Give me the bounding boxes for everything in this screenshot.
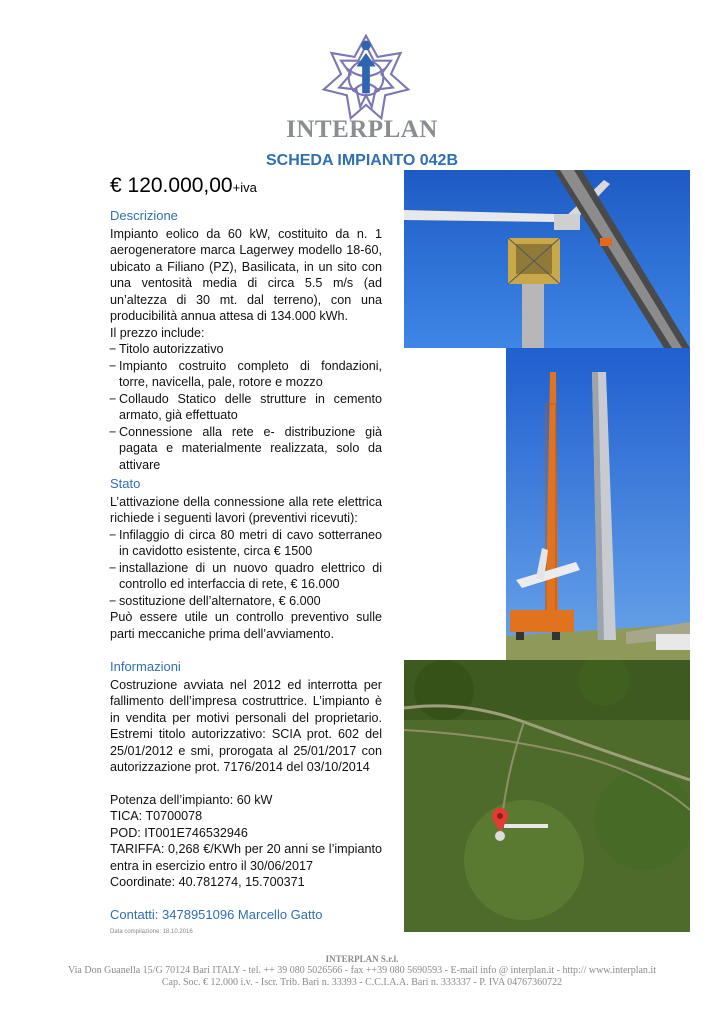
brand-name: INTERPLAN <box>286 116 438 143</box>
contact-info: Contatti: 3478951096 Marcello Gatto <box>110 906 323 922</box>
informazioni-heading: Informazioni <box>110 659 181 674</box>
interplan-logo <box>318 30 414 126</box>
list-item: − installazione di un nuovo quadro elettrico di controllo ed interfaccia di rete, € 16.000 <box>110 560 382 593</box>
works-list <box>110 527 382 610</box>
page-title: SCHEDA IMPIANTO 042B <box>265 152 459 169</box>
section-stato <box>110 476 382 642</box>
list-item: − Titolo autorizzativo <box>110 341 382 358</box>
footer-address: Via Don Guanella 15/G 70124 Bari ITALY - tel. ++ 39 080 5026566 - fax ++39 080 5690593 - E-mail info @ interplan.it - http:// www.interplan.it <box>68 965 656 976</box>
list-item: − sostituzione dell’alternatore, € 6.000 <box>110 593 382 610</box>
list-item: − Impianto costruito completo di fondazioni, torre, navicella, pale, rotore e mozzo <box>110 358 382 391</box>
detail-power: Potenza dell’impianto: 60 kW <box>110 792 273 807</box>
stato-text: L’attivazione della connessione alla rete elettrica richiede i seguenti lavori (preventivi ricevuti): <box>110 494 382 525</box>
footer <box>0 953 724 989</box>
price-suffix: +iva <box>232 180 257 195</box>
detail-tariffa: TARIFFA: 0,268 €/KWh per 20 anni se l’impianto entra in esercizio entro il 30/06/2017 <box>110 842 382 873</box>
detail-tica: TICA: T0700078 <box>110 809 203 823</box>
stato-heading: Stato <box>110 476 141 491</box>
price <box>110 174 257 198</box>
footer-company: INTERPLAN S.r.l. <box>325 954 399 964</box>
list-item: − Infilaggio di circa 80 metri di cavo sotterraneo in cavidotto esistente, circa € 1500 <box>110 527 382 560</box>
section-descrizione <box>110 208 382 473</box>
price-amount: € 120.000,00 <box>110 174 233 197</box>
includes-label: Il prezzo include: <box>110 325 205 340</box>
list-item: − Connessione alla rete e- distribuzione già pagata e materialmente realizzata, solo da attivare <box>110 424 382 474</box>
descrizione-text: Impianto eolico da 60 kW, costituito da n. 1 aerogeneratore marca Lagerwey modello 18-60, ubicato a Filiano (PZ), Basilicata, in un sito con una ventosità media di circa 5.5 m/s (ad un’altezza di 30 mt. dal terreno), con una producibilità annua attesa di 134.000 kWh. <box>110 226 382 323</box>
detail-coordinates: Coordinate: 40.781274, 15.700371 <box>110 875 305 889</box>
tower-and-crane-photo <box>506 348 690 660</box>
includes-list <box>110 341 382 473</box>
list-item: − Collaudo Statico delle strutture in cemento armato, già effettuato <box>110 391 382 424</box>
stato-note: Può essere utile un controllo preventivo sulle parti meccaniche prima dell’avviamento. <box>110 610 382 641</box>
footer-registry: Cap. Soc. € 12.000 i.v. - Iscr. Trib. Bari n. 33393 - C.C.I.A.A. Bari n. 333337 - P. IVA 04767360722 <box>161 977 563 988</box>
compilation-date: Data compilazione: 18.10.2016 <box>110 929 193 935</box>
informazioni-text: Costruzione avviata nel 2012 ed interrotta per fallimento dell’impresa costruttrice. L’impianto è in vendita per motivi personali del proprietario. Estremi titolo autorizzativo: SCIA prot. 602 del 25/01/2012 e smi, prorogata al 25/01/2017 con autorizzazione prot. 7176/2014 del 03/10/2014 <box>110 677 382 774</box>
descrizione-heading: Descrizione <box>110 208 178 223</box>
detail-pod: POD: IT001E746532946 <box>110 825 248 840</box>
section-informazioni <box>110 659 382 941</box>
turbine-nacelle-crane-photo <box>404 170 690 348</box>
satellite-map-photo <box>404 660 690 932</box>
